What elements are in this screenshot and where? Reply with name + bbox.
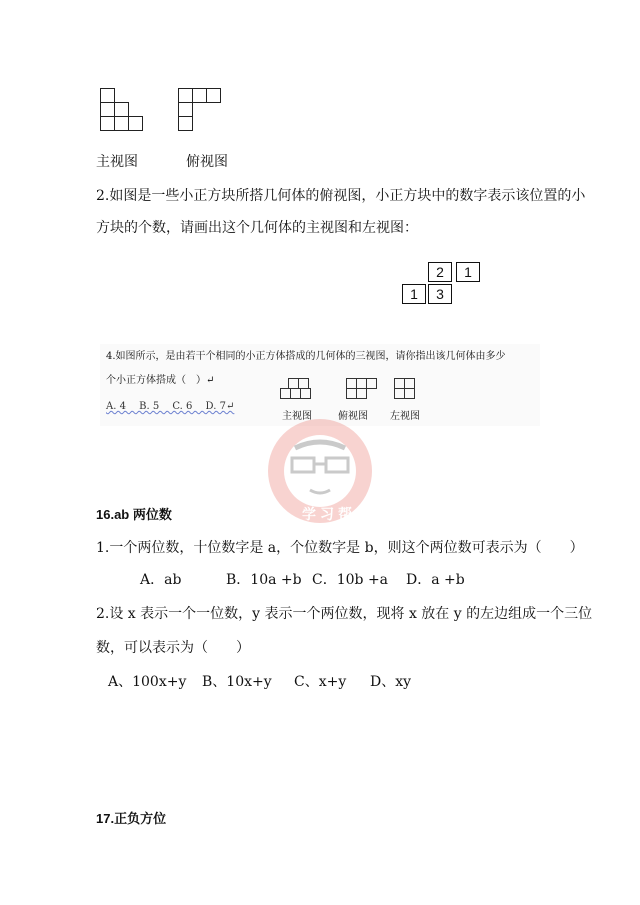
option-d: D．a +b — [406, 572, 465, 588]
watermark-text: 学习帮 — [302, 507, 356, 523]
q4-top-label: 俯视图 — [338, 411, 368, 422]
option-b: B．10a +b — [226, 572, 302, 588]
q4-options: A. 4 B. 5 C. 6 D. 7↵ — [106, 401, 235, 412]
q2-line1: 2.如图是一些小正方块所搭几何体的俯视图，小正方块中的数字表示该位置的小 — [96, 188, 586, 204]
grid-cell: 1 — [456, 262, 480, 282]
option-c: C．10b +a — [312, 572, 389, 588]
s16-q2-line2: 数，可以表示为（ ） — [96, 640, 250, 656]
option-a: A、100x+y — [108, 674, 187, 690]
option-c: C、x+y — [294, 674, 347, 690]
q4-image — [100, 344, 540, 426]
q4-line1: 4.如图所示，是由若干个相同的小正方体搭成的几何体的三视图，请你指出该几何体由多少 — [106, 351, 506, 362]
watermark-logo — [240, 416, 400, 526]
q4-front-label: 主视图 — [282, 411, 312, 422]
grid-cell: 2 — [428, 262, 452, 282]
section17-title: 17.正负方位 — [96, 811, 167, 826]
section16-title: 16.ab 两位数 — [96, 507, 172, 522]
q4-left-label: 左视图 — [390, 411, 420, 422]
option-b: B、10x+y — [202, 674, 272, 690]
grid-cell: 3 — [428, 284, 452, 304]
s16-q2-line1: 2.设 x 表示一个一位数，y 表示一个两位数，现将 x 放在 y 的左边组成一个三位 — [96, 606, 593, 622]
q2-grid-figure — [402, 262, 502, 306]
option-a: A．ab — [140, 572, 182, 588]
q4-line2: 个小正方体搭成（ ）↵ — [106, 375, 215, 386]
front-view-label: 主视图 — [96, 154, 138, 170]
option-d: D、xy — [370, 674, 412, 690]
s16-q1: 1.一个两位数，十位数字是 a，个位数字是 b，则这个两位数可表示为（ ） — [96, 540, 584, 556]
q2-line2: 方块的个数，请画出这个几何体的主视图和左视图： — [96, 220, 418, 236]
top-view-label: 俯视图 — [186, 154, 228, 170]
top-view-figure — [178, 88, 228, 136]
front-view-figure — [100, 88, 150, 136]
grid-cell: 1 — [402, 284, 426, 304]
